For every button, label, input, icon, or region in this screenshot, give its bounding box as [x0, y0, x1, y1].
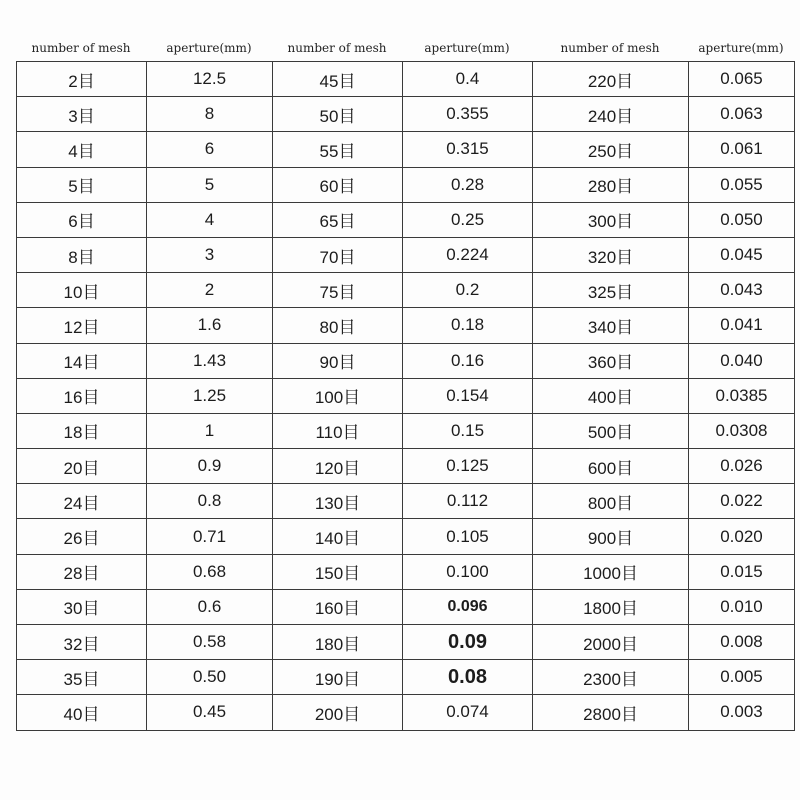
aperture-cell: 0.061: [689, 132, 795, 167]
aperture-cell: 0.100: [403, 554, 533, 589]
mesh-cell: 190目: [273, 660, 403, 695]
mesh-cell: 65目: [273, 202, 403, 237]
header-aperture-2: aperture(mm): [424, 41, 510, 55]
table-row: [17, 62, 795, 97]
aperture-cell: 4: [147, 202, 273, 237]
aperture-cell: 0.050: [689, 202, 795, 237]
table-row: [17, 695, 795, 730]
mesh-aperture-table: [16, 61, 795, 731]
mesh-cell: 360目: [533, 343, 689, 378]
mesh-cell: 160目: [273, 589, 403, 624]
mesh-cell: 110目: [273, 413, 403, 448]
mesh-cell: 20目: [17, 449, 147, 484]
mesh-cell: 5目: [17, 167, 147, 202]
mesh-cell: 75目: [273, 273, 403, 308]
table-row: [17, 237, 795, 272]
aperture-cell: 8: [147, 97, 273, 132]
aperture-cell: 0.4: [403, 62, 533, 97]
mesh-cell: 500目: [533, 413, 689, 448]
aperture-cell: 0.68: [147, 554, 273, 589]
aperture-cell: 0.0308: [689, 413, 795, 448]
aperture-cell: 0.043: [689, 273, 795, 308]
aperture-cell: 0.28: [403, 167, 533, 202]
mesh-cell: 70目: [273, 237, 403, 272]
aperture-cell: 0.25: [403, 202, 533, 237]
mesh-cell: 320目: [533, 237, 689, 272]
aperture-cell: 0.154: [403, 378, 533, 413]
mesh-cell: 18目: [17, 413, 147, 448]
mesh-cell: 800目: [533, 484, 689, 519]
mesh-cell: 1800目: [533, 589, 689, 624]
aperture-cell: 0.040: [689, 343, 795, 378]
mesh-cell: 2300目: [533, 660, 689, 695]
mesh-cell: 30目: [17, 589, 147, 624]
table-row: [17, 167, 795, 202]
mesh-cell: 300目: [533, 202, 689, 237]
header-aperture-3: aperture(mm): [698, 41, 784, 55]
aperture-cell: 0.8: [147, 484, 273, 519]
aperture-cell: 12.5: [147, 62, 273, 97]
table-row: [17, 97, 795, 132]
aperture-cell: 0.003: [689, 695, 795, 730]
table-row: [17, 449, 795, 484]
mesh-cell: 150目: [273, 554, 403, 589]
mesh-cell: 45目: [273, 62, 403, 97]
mesh-cell: 250目: [533, 132, 689, 167]
aperture-cell: 0.041: [689, 308, 795, 343]
mesh-cell: 400目: [533, 378, 689, 413]
aperture-cell: 0.105: [403, 519, 533, 554]
mesh-cell: 340目: [533, 308, 689, 343]
table-row: [17, 625, 795, 660]
header-aperture-1: aperture(mm): [166, 41, 252, 55]
mesh-cell: 130目: [273, 484, 403, 519]
mesh-cell: 90目: [273, 343, 403, 378]
mesh-cell: 100目: [273, 378, 403, 413]
mesh-cell: 140目: [273, 519, 403, 554]
aperture-cell: 0.112: [403, 484, 533, 519]
mesh-cell: 14目: [17, 343, 147, 378]
table-row: [17, 413, 795, 448]
mesh-cell: 12目: [17, 308, 147, 343]
header-mesh-3: number of mesh: [560, 41, 660, 55]
table-row: [17, 273, 795, 308]
aperture-cell: 0.065: [689, 62, 795, 97]
aperture-cell: 1.43: [147, 343, 273, 378]
aperture-cell: 0.015: [689, 554, 795, 589]
table-row: [17, 589, 795, 624]
aperture-cell: 0.6: [147, 589, 273, 624]
aperture-cell: 0.0385: [689, 378, 795, 413]
mesh-cell: 40目: [17, 695, 147, 730]
mesh-cell: 325目: [533, 273, 689, 308]
table-row: [17, 132, 795, 167]
mesh-cell: 60目: [273, 167, 403, 202]
table-row: [17, 343, 795, 378]
mesh-cell: 1000目: [533, 554, 689, 589]
mesh-cell: 35目: [17, 660, 147, 695]
table-header-row: [16, 38, 794, 58]
aperture-cell: 1.25: [147, 378, 273, 413]
aperture-cell: 3: [147, 237, 273, 272]
table-row: [17, 660, 795, 695]
table-row: [17, 308, 795, 343]
table-row: [17, 484, 795, 519]
aperture-cell: 2: [147, 273, 273, 308]
mesh-cell: 3目: [17, 97, 147, 132]
aperture-cell: 5: [147, 167, 273, 202]
aperture-cell: 0.022: [689, 484, 795, 519]
aperture-cell: 0.045: [689, 237, 795, 272]
mesh-cell: 120目: [273, 449, 403, 484]
mesh-cell: 600目: [533, 449, 689, 484]
mesh-cell: 10目: [17, 273, 147, 308]
mesh-cell: 6目: [17, 202, 147, 237]
aperture-cell: 0.45: [147, 695, 273, 730]
mesh-cell: 220目: [533, 62, 689, 97]
mesh-cell: 26目: [17, 519, 147, 554]
aperture-cell: 0.096: [403, 589, 533, 624]
mesh-cell: 2目: [17, 62, 147, 97]
table-body: [17, 62, 795, 731]
aperture-cell: 0.008: [689, 625, 795, 660]
aperture-cell: 0.074: [403, 695, 533, 730]
header-mesh-2: number of mesh: [287, 41, 387, 55]
aperture-cell: 0.15: [403, 413, 533, 448]
aperture-cell: 0.020: [689, 519, 795, 554]
aperture-cell: 0.063: [689, 97, 795, 132]
mesh-cell: 24目: [17, 484, 147, 519]
mesh-cell: 80目: [273, 308, 403, 343]
aperture-cell: 0.50: [147, 660, 273, 695]
aperture-cell: 0.58: [147, 625, 273, 660]
aperture-cell: 0.2: [403, 273, 533, 308]
mesh-cell: 240目: [533, 97, 689, 132]
aperture-cell: 0.005: [689, 660, 795, 695]
aperture-cell: 0.125: [403, 449, 533, 484]
aperture-cell: 0.315: [403, 132, 533, 167]
table-row: [17, 554, 795, 589]
table-row: [17, 202, 795, 237]
aperture-cell: 0.16: [403, 343, 533, 378]
mesh-cell: 900目: [533, 519, 689, 554]
mesh-cell: 4目: [17, 132, 147, 167]
aperture-cell: 0.71: [147, 519, 273, 554]
aperture-cell: 1.6: [147, 308, 273, 343]
mesh-cell: 55目: [273, 132, 403, 167]
table-row: [17, 378, 795, 413]
mesh-cell: 2000目: [533, 625, 689, 660]
aperture-cell: 0.055: [689, 167, 795, 202]
mesh-cell: 180目: [273, 625, 403, 660]
header-mesh-1: number of mesh: [31, 41, 131, 55]
mesh-cell: 2800目: [533, 695, 689, 730]
aperture-cell: 0.224: [403, 237, 533, 272]
mesh-cell: 200目: [273, 695, 403, 730]
aperture-cell: 0.026: [689, 449, 795, 484]
mesh-cell: 8目: [17, 237, 147, 272]
mesh-cell: 16目: [17, 378, 147, 413]
mesh-cell: 28目: [17, 554, 147, 589]
aperture-cell: 0.18: [403, 308, 533, 343]
aperture-cell: 0.08: [403, 660, 533, 695]
aperture-cell: 0.355: [403, 97, 533, 132]
mesh-cell: 32目: [17, 625, 147, 660]
aperture-cell: 6: [147, 132, 273, 167]
aperture-cell: 0.9: [147, 449, 273, 484]
table-row: [17, 519, 795, 554]
aperture-cell: 0.010: [689, 589, 795, 624]
aperture-cell: 0.09: [403, 625, 533, 660]
mesh-cell: 50目: [273, 97, 403, 132]
aperture-cell: 1: [147, 413, 273, 448]
mesh-cell: 280目: [533, 167, 689, 202]
